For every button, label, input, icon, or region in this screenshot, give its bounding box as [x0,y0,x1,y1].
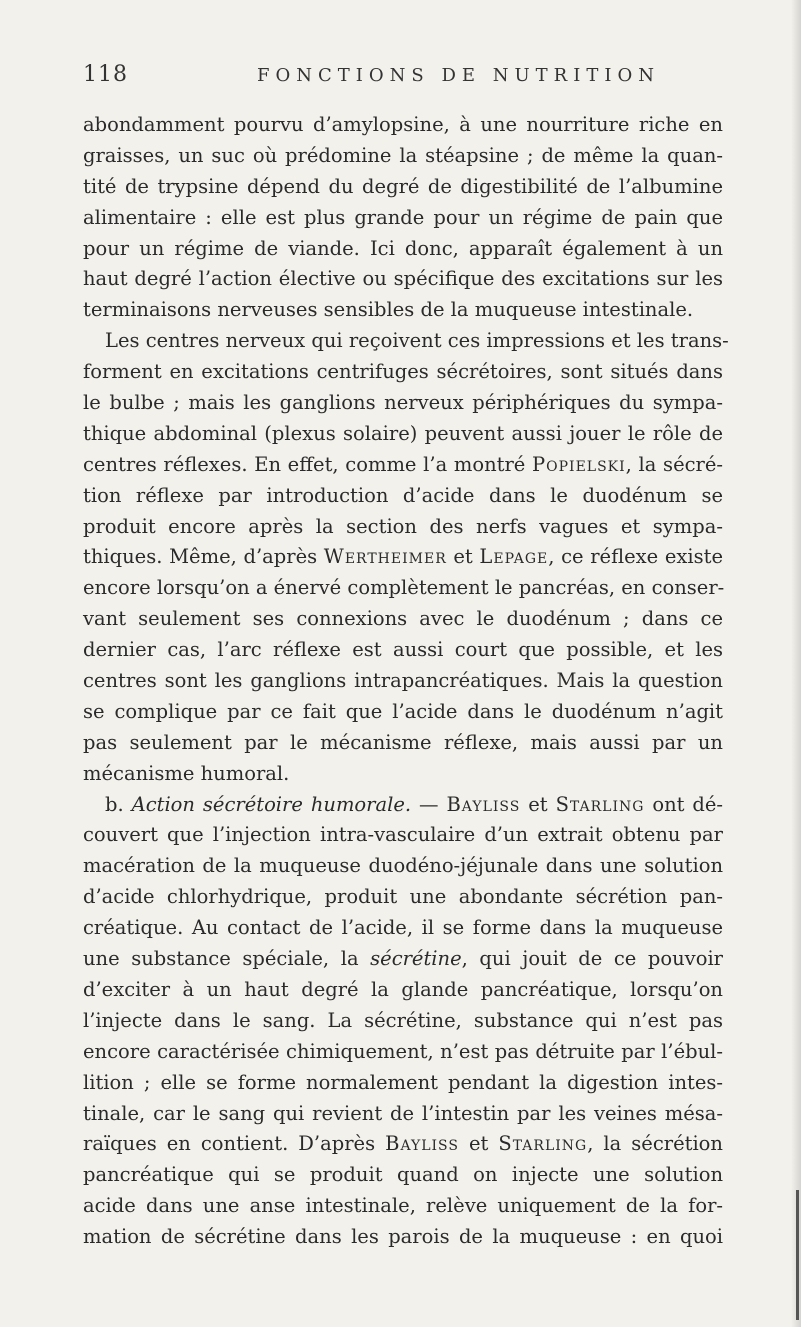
text-line: thique abdominal (plexus solaire) peuvent aussi jouer le rôle de [83,421,723,445]
line-text: centres réflexes. En effet, comme l’a montré [83,452,533,476]
line-text: une substance spéciale, la [83,947,371,971]
text-line: graisses, un suc où prédomine la stéapsine ; de même la quan- [83,143,723,167]
line-text: et [520,792,556,816]
text-line: forment en excitations centrifuges sécrétoires, sont situés dans [83,360,723,384]
text-line: alimentaire : elle est plus grande pour un régime de pain que [83,205,723,229]
text-line: Les centres nerveux qui reçoivent ces impressions et les trans- [105,329,729,353]
text-line: tité de trypsine dépend du degré de digestibilité de l’albumine [83,174,723,198]
text-line: acide dans une anse intestinale, relève uniquement de la for- [83,1194,723,1218]
running-header [83,62,723,92]
line-text: , la sécrétion [587,1132,723,1156]
line-text: raïques en contient. D’après [83,1132,386,1156]
text-line: lition ; elle se forme normalement pendant la digestion intes- [83,1070,723,1094]
author-name: Lepage [479,545,549,569]
line-text: et [446,545,480,569]
text-line [83,790,723,821]
text-line: pas seulement par le mécanisme réflexe, mais aussi par un [83,730,723,754]
text-line [83,944,723,975]
term-secretine: sécrétine [370,947,462,971]
text-line: centres sont les ganglions intrapancréatiques. Mais la question [83,669,723,693]
page-number: 118 [83,62,128,87]
text-line: haut degré l’action élective ou spécifique des excitations sur les [83,267,723,291]
text-line: tion réflexe par introduction d’acide dans le duodénum se [83,483,723,507]
text-line: terminaisons nerveuses sensibles de la muqueuse intestinale. [83,298,694,322]
text-line: encore lorsqu’on a énervé complètement le pancréas, en conser- [83,576,725,600]
section-label: b. [105,792,132,816]
text-line: vant seulement ses connexions avec le duodénum ; dans ce [83,607,723,631]
text-line [83,1129,723,1160]
text-line: abondamment pourvu d’amylopsine, à une nourriture riche en [83,113,723,136]
text-line: mation de sécrétine dans les parois de la muqueuse : en quoi [83,1225,723,1249]
author-name: Bayliss [385,1132,459,1156]
author-name: Bayliss [446,792,521,816]
page-edge-shadow [791,0,801,1327]
text-line: pancréatique qui se produit quand on injecte une solution [83,1163,723,1187]
text-line: pour un régime de viande. Ici donc, apparaît également à un [83,236,723,260]
text-line: l’injecte dans le sang. La sécrétine, substance qui n’est pas [83,1008,723,1032]
line-text: et [459,1132,499,1156]
text-line: d’exciter à un haut degré la glande pancréatique, lorsqu’on [83,977,723,1001]
text-line: macération de la muqueuse duodéno-jéjunale dans une solution [83,854,723,878]
text-line: mécanisme humoral. [83,761,290,785]
line-text: , la sécré- [625,452,723,476]
line-text: thiques. Même, d’après [83,545,324,569]
text-line: tinale, car le sang qui revient de l’intestin par les veines mésa- [83,1101,723,1125]
line-text: — [411,792,447,816]
author-name: Starling [498,1132,588,1156]
line-text: ont dé- [644,792,723,816]
text-line: dernier cas, l’arc réflexe est aussi court que possible, et les [83,638,723,662]
author-name: Popielski [532,452,626,476]
text-line: créatique. Au contact de l’acide, il se forme dans la muqueuse [83,916,723,940]
line-text: , qui jouit de ce pouvoir [461,947,723,971]
author-name: Starling [555,792,645,816]
text-line: se complique par ce fait que l’acide dans le duodénum n’agit [83,699,723,723]
line-text: , ce réflexe existe [548,545,723,569]
running-title: FONCTIONS DE NUTRITION [257,65,660,86]
author-name: Wertheimer [323,545,447,569]
text-line: encore caractérisée chimiquement, n’est pas détruite par l’ébul- [83,1039,723,1063]
section-title: Action sécrétoire humorale. [131,792,412,816]
text-line [83,450,723,481]
text-line: couvert que l’injection intra-vasculaire d’un extrait obtenu par [83,823,723,847]
text-line: produit encore après la section des nerfs vagues et sympa- [83,514,723,538]
text-line: le bulbe ; mais les ganglions nerveux périphériques du sympa- [83,391,723,415]
text-line: d’acide chlorhydrique, produit une abondante sécrétion pan- [83,885,723,909]
text-line [83,542,723,573]
body-text [83,110,729,1253]
page-edge-mark [796,1190,799,1320]
